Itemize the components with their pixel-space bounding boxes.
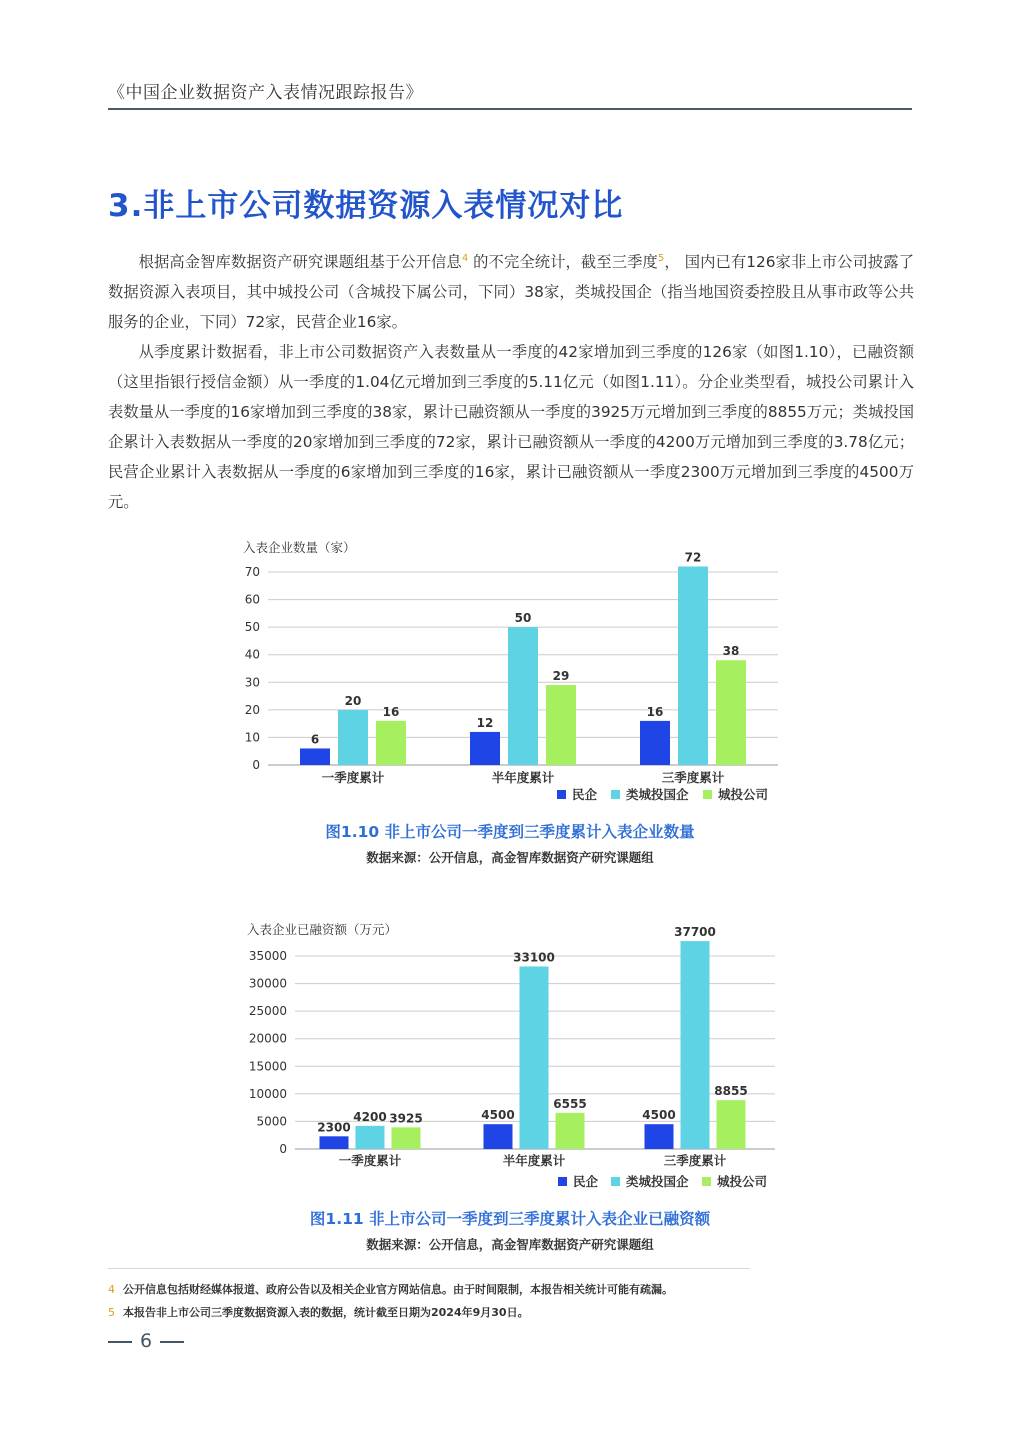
footnote-number: 4 xyxy=(108,1283,115,1296)
footnote-5 xyxy=(108,1304,529,1320)
paragraph-1-part-a: 根据高金智库数据资产研究课题组基于公开信息 xyxy=(138,253,462,271)
legend-label: 类城投国企 xyxy=(626,1174,689,1189)
data-label: 4500 xyxy=(642,1108,676,1123)
data-label: 16 xyxy=(646,704,664,719)
chart-1-caption: 图1.10 非上市公司一季度到三季度累计入表企业数量 xyxy=(325,823,695,841)
x-tick-label: 半年度累计 xyxy=(491,770,555,785)
data-label: 8855 xyxy=(714,1084,748,1099)
legend-swatch xyxy=(611,790,620,799)
chart-1-source: 数据来源：公开信息，高金智库数据资产研究课题组 xyxy=(366,850,654,865)
bar xyxy=(484,1124,513,1149)
page-number-dash-left xyxy=(108,1341,132,1343)
chart-2-caption: 图1.11 非上市公司一季度到三季度累计入表企业已融资额 xyxy=(309,1210,711,1228)
data-label: 16 xyxy=(382,704,400,719)
bar xyxy=(640,721,670,765)
page-number-value: 6 xyxy=(140,1330,153,1352)
footnote-ref-5[interactable]: 5 xyxy=(657,252,665,264)
bar xyxy=(681,941,710,1149)
legend-label: 城投公司 xyxy=(718,787,769,802)
data-label: 4500 xyxy=(481,1108,515,1123)
bar xyxy=(376,721,406,765)
y-tick-label: 0 xyxy=(279,1142,287,1156)
y-tick-label: 35000 xyxy=(248,949,287,963)
y-tick-label: 15000 xyxy=(248,1059,287,1074)
data-label: 6 xyxy=(310,732,320,747)
page-header xyxy=(108,78,912,110)
bar xyxy=(556,1113,585,1149)
data-label: 38 xyxy=(722,644,740,659)
legend-label: 民企 xyxy=(573,1174,599,1189)
y-tick-label: 0 xyxy=(252,758,260,772)
bar xyxy=(546,685,576,765)
chart-enterprise-count xyxy=(0,535,1020,815)
y-tick-label: 25000 xyxy=(248,1004,287,1019)
data-label: 20 xyxy=(344,693,362,708)
bar xyxy=(508,627,538,765)
y-tick-label: 20 xyxy=(244,702,260,717)
bar xyxy=(520,966,549,1149)
legend-swatch xyxy=(558,1177,567,1186)
footnote-text: 公开信息包括财经媒体报道、政府公告以及相关企业官方网站信息。由于时间限制，本报告相关统计可能有疏漏。 xyxy=(123,1283,673,1296)
chart-financing-amount xyxy=(0,915,1020,1200)
bar xyxy=(338,710,368,765)
bar xyxy=(645,1124,674,1149)
legend-label: 民企 xyxy=(572,787,598,802)
x-tick-label: 半年度累计 xyxy=(502,1153,566,1168)
bar xyxy=(717,1100,746,1149)
x-tick-label: 三季度累计 xyxy=(663,1153,727,1168)
y-tick-label: 30000 xyxy=(248,976,287,991)
body-text xyxy=(108,247,914,517)
bar xyxy=(300,748,330,765)
data-label: 72 xyxy=(684,550,702,565)
y-tick-label: 70 xyxy=(244,565,260,579)
footnote-number: 5 xyxy=(108,1306,115,1319)
footnote-divider xyxy=(108,1268,750,1269)
y-axis-label: 入表企业已融资额（万元） xyxy=(247,922,398,937)
y-tick-label: 5000 xyxy=(256,1114,287,1129)
legend-label: 类城投国企 xyxy=(626,787,689,802)
footnote-4 xyxy=(108,1281,673,1297)
y-tick-label: 10 xyxy=(244,730,260,745)
y-tick-label: 10000 xyxy=(248,1086,287,1101)
y-tick-label: 60 xyxy=(244,592,260,607)
paragraph-1-part-b: 的不完全统计，截至三季度 xyxy=(468,253,658,271)
bar xyxy=(356,1126,385,1149)
data-label: 4200 xyxy=(353,1109,387,1124)
page-number xyxy=(108,1330,184,1352)
bar xyxy=(716,660,746,765)
bar xyxy=(678,566,708,765)
y-axis-label: 入表企业数量（家） xyxy=(243,540,356,555)
section-title: 3.非上市公司数据资源入表情况对比 xyxy=(108,188,624,224)
x-tick-label: 一季度累计 xyxy=(321,770,385,785)
paragraph-1 xyxy=(108,247,914,337)
legend-label: 城投公司 xyxy=(717,1174,768,1189)
data-label: 2300 xyxy=(317,1120,351,1135)
data-label: 3925 xyxy=(389,1111,423,1126)
data-label: 6555 xyxy=(553,1096,587,1111)
x-tick-label: 一季度累计 xyxy=(338,1153,402,1168)
x-tick-label: 三季度累计 xyxy=(661,770,725,785)
y-tick-label: 20000 xyxy=(248,1031,287,1046)
legend-swatch xyxy=(611,1177,620,1186)
data-label: 50 xyxy=(514,611,532,626)
y-tick-label: 40 xyxy=(244,647,260,662)
y-tick-label: 30 xyxy=(244,675,260,690)
chart-2-source: 数据来源：公开信息，高金智库数据资产研究课题组 xyxy=(366,1237,654,1252)
paragraph-2: 从季度累计数据看，非上市公司数据资产入表数量从一季度的42家增加到三季度的126家（如图1.10），已融资额（这里指银行授信金额）从一季度的1.04亿元增加到三季度的5.11亿元（如图1.11）。分企业类型看，城投公司累计入表数量从一季度的16家增加到三季度的38家，累计已融资额从一季度的3925万元增加到三季度的8855万元；类城投国企累计入表数据从一季度的20家增加到三季度的72家，累计已融资额从一季度的4200万元增加到三季度的3.78亿元；民营企业累计入表数据从一季度的6家增加到三季度的16家，累计已融资额从一季度2300万元增加到三季度的4500万元。 xyxy=(108,343,914,511)
data-label: 29 xyxy=(552,669,570,684)
legend-swatch xyxy=(703,790,712,799)
y-tick-label: 50 xyxy=(244,620,260,635)
data-label: 12 xyxy=(476,715,494,730)
footnote-text: 本报告非上市公司三季度数据资源入表的数据，统计截至日期为2024年9月30日。 xyxy=(123,1306,529,1319)
bar xyxy=(392,1127,421,1149)
data-label: 37700 xyxy=(674,925,716,940)
bar xyxy=(470,732,500,765)
legend-swatch xyxy=(702,1177,711,1186)
report-title: 《中国企业数据资产入表情况跟踪报告》 xyxy=(108,83,423,103)
footnote-ref-4[interactable]: 4 xyxy=(461,252,469,264)
data-label: 33100 xyxy=(513,950,555,965)
bar xyxy=(320,1136,349,1149)
page-number-dash-right xyxy=(160,1341,184,1343)
legend-swatch xyxy=(557,790,566,799)
paragraph-1-part-c: ， 国内已有126家非上市公司披露了数据资源入表项目，其中城投公司（含城投下属公司，下同）38家，类城投国企（指当地国资委控股且从事市政等公共服务的企业，下同）72家，民营企业16家。 xyxy=(108,253,914,331)
